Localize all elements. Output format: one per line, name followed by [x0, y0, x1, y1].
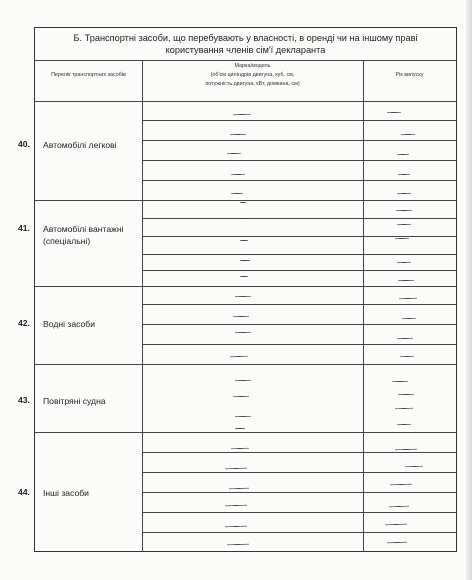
header-bottom-border: [35, 101, 456, 102]
header-top-border: [35, 60, 456, 61]
cancel-dash: [385, 524, 407, 526]
cancel-dash: [395, 408, 413, 410]
group-divider-2: [35, 286, 456, 287]
column-divider-1: [142, 60, 143, 552]
cancel-dash: [235, 428, 245, 429]
cancel-dash: [397, 193, 411, 194]
cancel-dash: [235, 296, 251, 298]
cancel-dash: [231, 174, 245, 175]
sub-row-line: [142, 304, 456, 305]
cancel-dash: [227, 544, 249, 546]
cancel-dash: [225, 526, 247, 528]
section-title-line1: Б. Транспортні засоби, що перебувають у власності, в оренді чи на іншому праві: [73, 33, 418, 43]
cancel-dash: [397, 154, 409, 155]
row-number-43: 43.: [18, 395, 30, 405]
sub-row-line: [142, 472, 456, 473]
cancel-dash: [400, 356, 414, 357]
sub-row-line: [142, 254, 456, 255]
cancel-dash: [389, 506, 409, 508]
cancel-dash: [231, 193, 243, 194]
sub-row-line: [142, 452, 456, 453]
header-brand-model-title: Марка/модель: [234, 63, 271, 69]
row-label-cars: Автомобілі легкові: [43, 140, 117, 150]
row-number-42: 42.: [18, 318, 30, 328]
cancel-dash: [235, 332, 251, 334]
sub-row-line: [142, 344, 456, 345]
cancel-dash: [401, 134, 415, 135]
column-divider-2: [363, 60, 364, 552]
sub-row-line: [142, 218, 456, 219]
sub-row-line: [142, 180, 456, 181]
cancel-dash: [398, 174, 410, 175]
sub-row-line: [142, 512, 456, 513]
cancel-dash: [233, 396, 249, 398]
section-title: [35, 32, 456, 56]
sub-row-line: [142, 324, 456, 325]
cancel-dash: [229, 488, 249, 490]
sub-row-line: [142, 492, 456, 493]
cancel-dash: [390, 484, 412, 486]
cancel-dash: [240, 276, 248, 277]
cancel-dash: [230, 134, 246, 136]
row-label-other: Інші засоби: [43, 488, 89, 498]
row-number-41: 41.: [18, 223, 30, 233]
scan-edge: [466, 0, 472, 580]
cancel-dash: [395, 238, 409, 239]
cancel-dash: [235, 380, 251, 382]
sub-row-line: [142, 532, 456, 533]
sub-row-line: [142, 160, 456, 161]
header-list: Перелік транспортних засобів: [51, 72, 126, 78]
row-label-water: Водні засоби: [43, 319, 95, 329]
cancel-dash: [233, 316, 249, 318]
cancel-dash: [392, 381, 408, 383]
cancel-dash: [397, 224, 411, 225]
cancel-dash: [405, 466, 423, 468]
cancel-dash: [397, 424, 411, 425]
row-number-44: 44.: [18, 487, 30, 497]
cancel-dash: [233, 114, 251, 116]
cancel-dash: [225, 468, 247, 470]
cancel-dash: [227, 153, 241, 154]
row-label-trucks: Автомобілі вантажні (спеціальні): [43, 224, 124, 246]
cancel-dash: [240, 260, 250, 261]
sub-row-line: [142, 270, 456, 271]
cancel-dash: [230, 356, 248, 358]
cancel-dash: [387, 112, 401, 113]
row-label-aircraft: Повітряні судна: [43, 396, 106, 406]
group-divider-3: [35, 364, 456, 365]
cancel-dash: [397, 338, 413, 340]
cancel-dash: [240, 202, 246, 203]
cancel-dash: [397, 262, 411, 263]
group-divider-1: [35, 200, 456, 201]
cancel-dash: [235, 416, 251, 418]
header-brand-model: [142, 62, 363, 89]
cancel-dash: [395, 449, 417, 451]
header-brand-model-note1: (об'єм циліндрів двигуна, куб. см,: [210, 72, 295, 78]
sub-row-line: [142, 120, 456, 121]
cancel-dash: [398, 394, 414, 396]
row-number-40: 40.: [18, 139, 30, 149]
header-brand-model-note2: потужність двигуна, кВт, довжина, см): [205, 81, 300, 87]
header-year: Рік випуску: [395, 72, 424, 78]
cancel-dash: [396, 210, 412, 212]
sub-row-line: [142, 236, 456, 237]
group-divider-4: [35, 432, 456, 433]
vehicles-table: [18, 27, 457, 552]
cancel-dash: [398, 280, 414, 282]
cancel-dash: [387, 542, 407, 544]
cancel-dash: [225, 505, 247, 507]
cancel-dash: [402, 318, 416, 319]
cancel-dash: [231, 448, 249, 450]
cancel-dash: [240, 240, 248, 241]
cancel-dash: [399, 298, 417, 300]
sub-row-line: [142, 140, 456, 141]
section-title-line2: користування членів сім'ї декларанта: [165, 45, 326, 55]
